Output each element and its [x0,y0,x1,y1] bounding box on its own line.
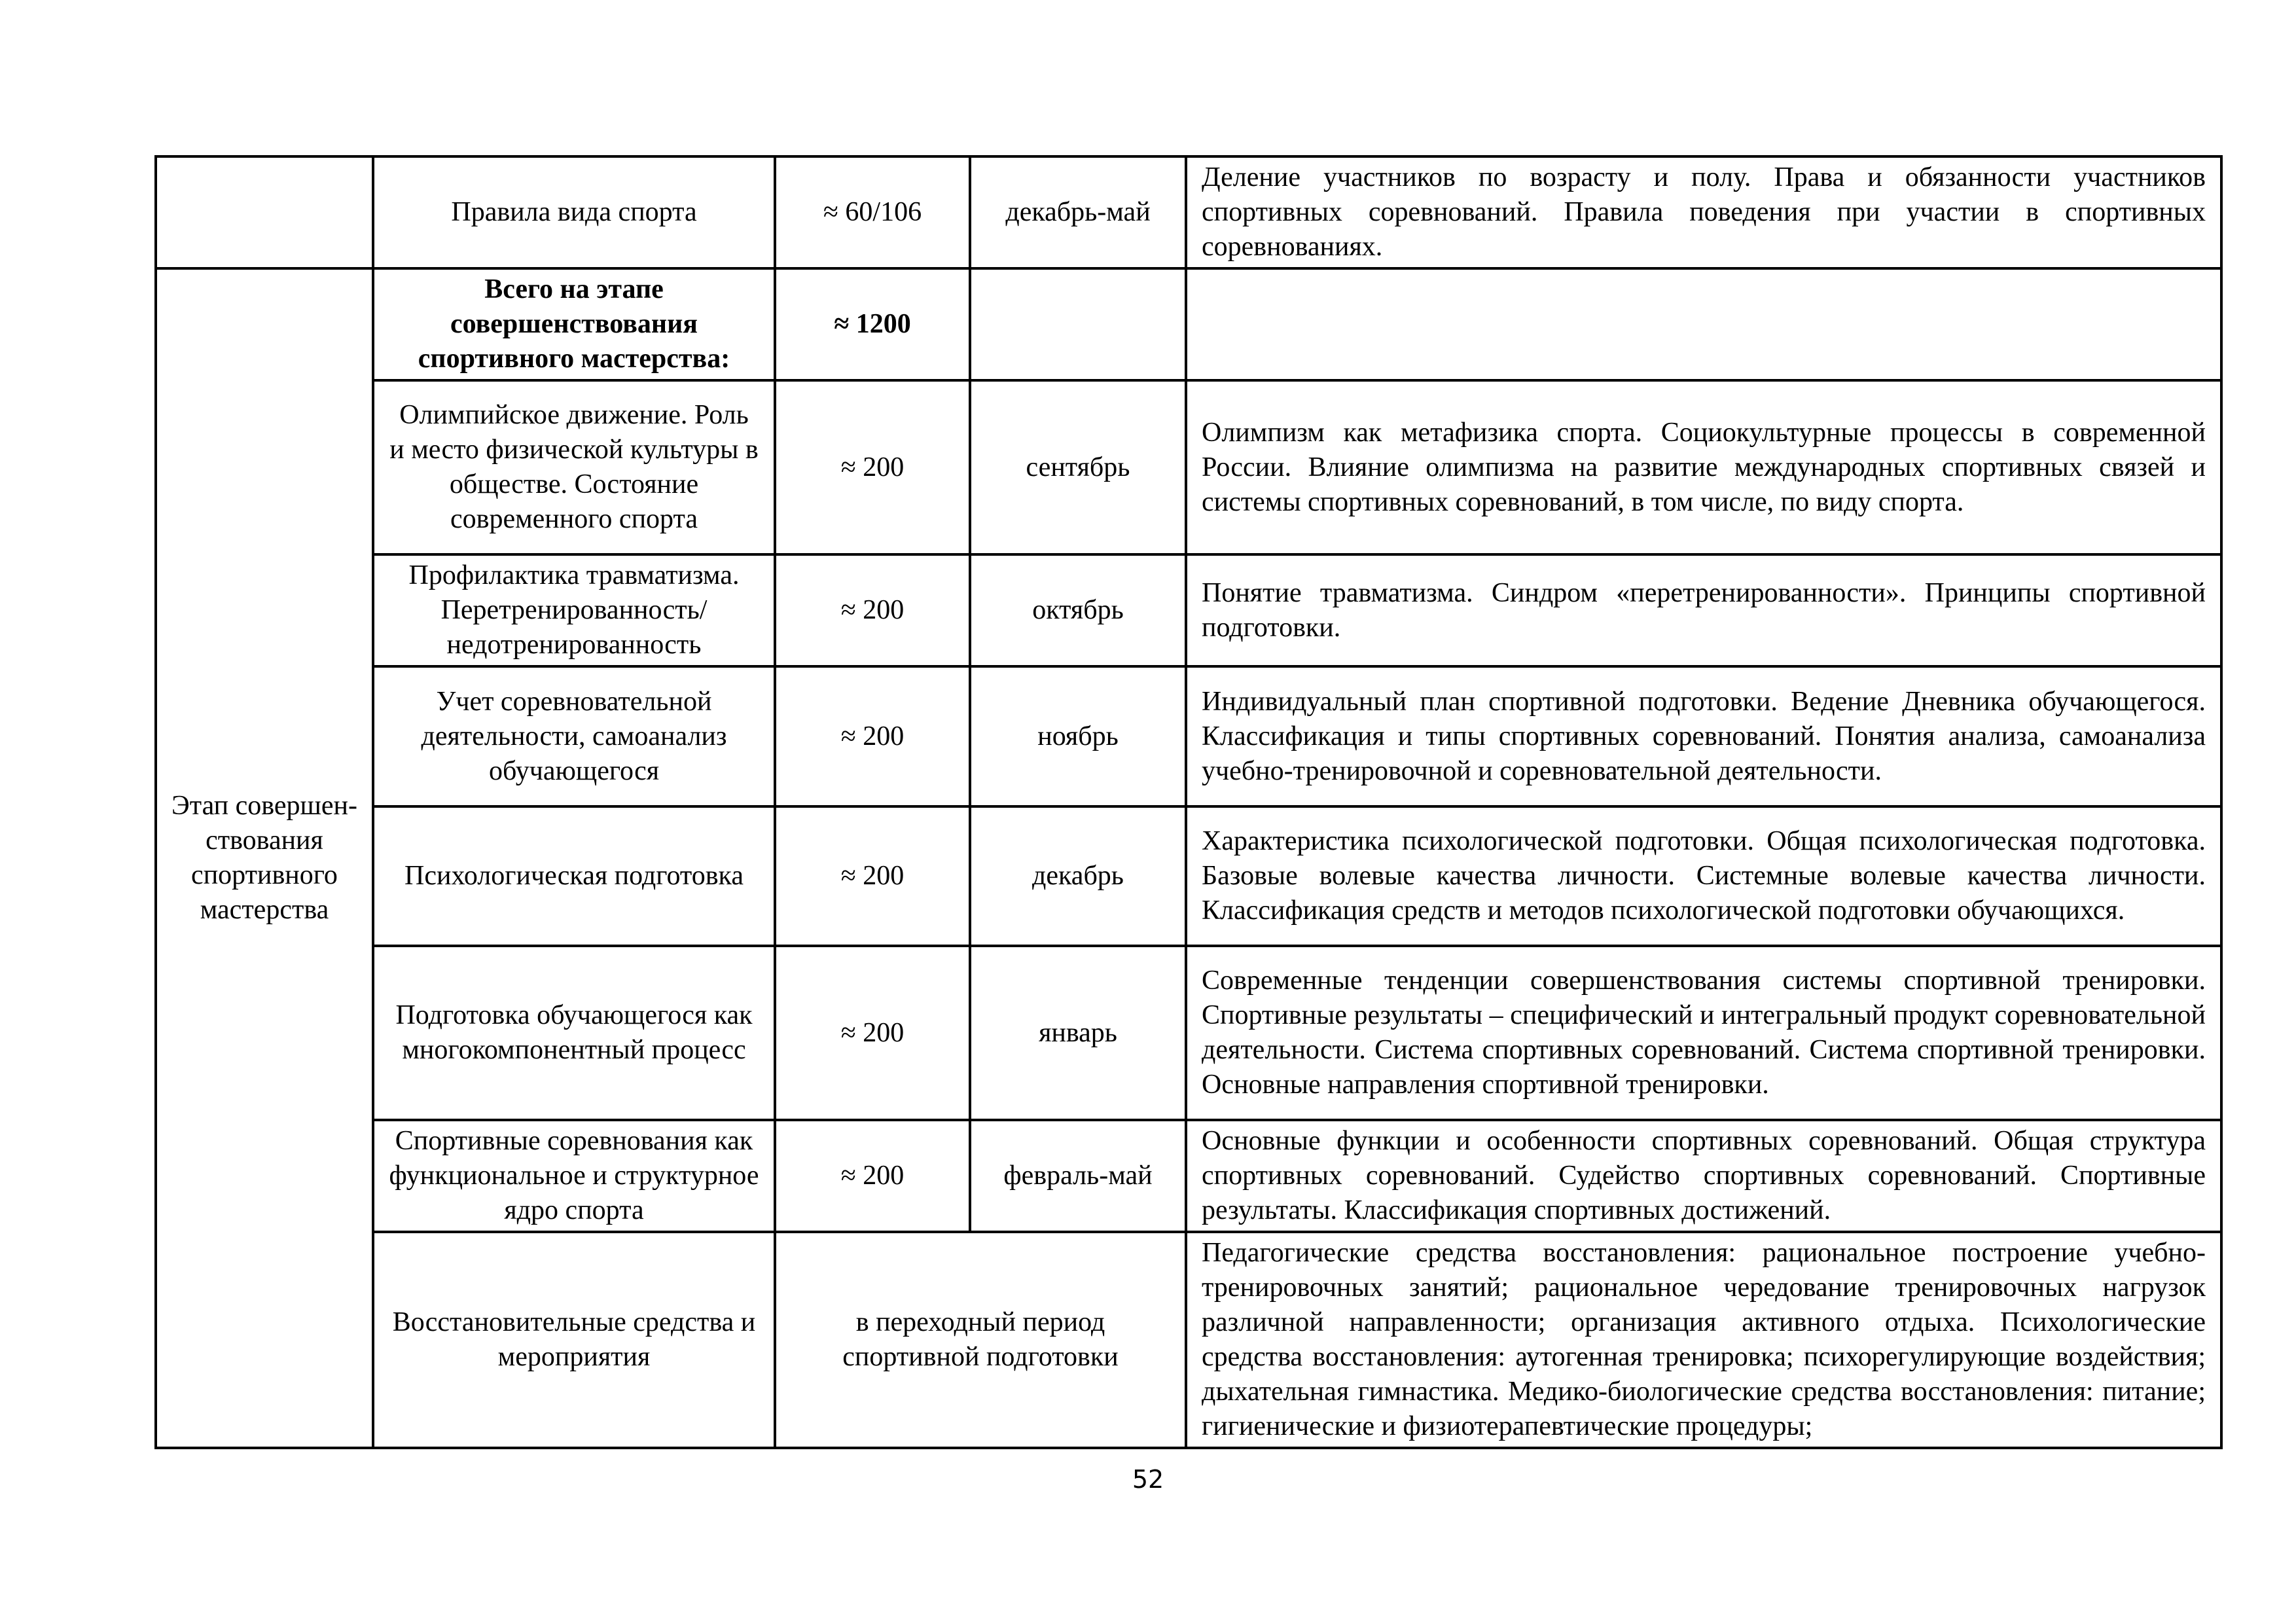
stage-label-cell: Этап совершен-ствования спортивного мастерства [156,268,373,1448]
total-label-cell: Всего на этапе совершенствования спортивного мастерства: [373,268,775,380]
topic-cell: Спортивные соревнования как функциональное и структурное ядро спорта [373,1120,775,1232]
total-period-cell [970,268,1186,380]
content-cell: Индивидуальный план спортивной подготовки. Ведение Дневника обучающегося. Классификация и типы спортивных соревнований. Понятия анализа, самоанализа учебно-тренировочной и соревновательной деятельности. [1186,666,2221,806]
topic-cell: Правила вида спорта [373,156,775,268]
topic-cell: Психологическая подготовка [373,806,775,946]
hours-cell: ≈ 200 [775,554,970,666]
hours-cell: ≈ 200 [775,380,970,554]
topic-cell: Учет соревновательной деятельности, самоанализ обучающегося [373,666,775,806]
page-number: 52 [1132,1465,1164,1494]
topic-cell: Олимпийское движение. Роль и место физической культуры в обществе. Состояние современного спорта [373,380,775,554]
topic-cell: Профилактика травматизма. Перетренированность/ недотренированность [373,554,775,666]
hours-cell: ≈ 60/106 [775,156,970,268]
content-cell: Деление участников по возрасту и полу. Права и обязанности участников спортивных соревнований. Правила поведения при участии в спортивных соревнованиях. [1186,156,2221,268]
table-row [156,156,2221,268]
recovery-timing-cell: в переходный период спортивной подготовки [775,1232,1186,1448]
period-cell: февраль-май [970,1120,1186,1232]
table-row [156,666,2221,806]
table-row [156,554,2221,666]
table-row-recovery [156,1232,2221,1448]
hours-cell: ≈ 200 [775,666,970,806]
recovery-content-cell: Педагогические средства восстановления: рациональное построение учебно-тренировочных занятий; рациональное чередование тренировочных нагрузок различной направленности; организация активного отдыха. Психологические средства восстановления: аутогенная тренировка; психорегулирующие воздействия; дыхательная гимнастика. Медико-биологические средства восстановления: питание; гигиенические и физиотерапевтические процедуры; [1186,1232,2221,1448]
hours-cell: ≈ 200 [775,946,970,1120]
table-row [156,946,2221,1120]
table-row [156,380,2221,554]
content-cell: Современные тенденции совершенствования системы спортивной тренировки. Спортивные результаты – специфический и интегральный продукт соревновательной деятельности. Система спортивных соревнований. Система спортивной тренировки. Основные направления спортивной тренировки. [1186,946,2221,1120]
total-hours-cell: ≈ 1200 [775,268,970,380]
table-row [156,1120,2221,1232]
table-row [156,806,2221,946]
hours-cell: ≈ 200 [775,1120,970,1232]
total-content-cell [1186,268,2221,380]
period-cell: сентябрь [970,380,1186,554]
table-row-total [156,268,2221,380]
stage-cell-empty [156,156,373,268]
training-plan-table [154,155,2223,1449]
content-cell: Олимпизм как метафизика спорта. Социокультурные процессы в современной России. Влияние олимпизма на развитие международных спортивных связей и системы спортивных соревнований, в том числе, по виду спорта. [1186,380,2221,554]
period-cell: декабрь [970,806,1186,946]
period-cell: январь [970,946,1186,1120]
content-cell: Основные функции и особенности спортивных соревнований. Общая структура спортивных соревнований. Судейство спортивных соревнований. Спортивные результаты. Классификация спортивных достижений. [1186,1120,2221,1232]
hours-cell: ≈ 200 [775,806,970,946]
period-cell: ноябрь [970,666,1186,806]
content-cell: Понятие травматизма. Синдром «перетренированности». Принципы спортивной подготовки. [1186,554,2221,666]
period-cell: декабрь-май [970,156,1186,268]
period-cell: октябрь [970,554,1186,666]
recovery-topic-cell: Восстановительные средства и мероприятия [373,1232,775,1448]
content-cell: Характеристика психологической подготовки. Общая психологическая подготовка. Базовые волевые качества личности. Системные волевые качества личности. Классификация средств и методов психологической подготовки обучающихся. [1186,806,2221,946]
topic-cell: Подготовка обучающегося как многокомпонентный процесс [373,946,775,1120]
